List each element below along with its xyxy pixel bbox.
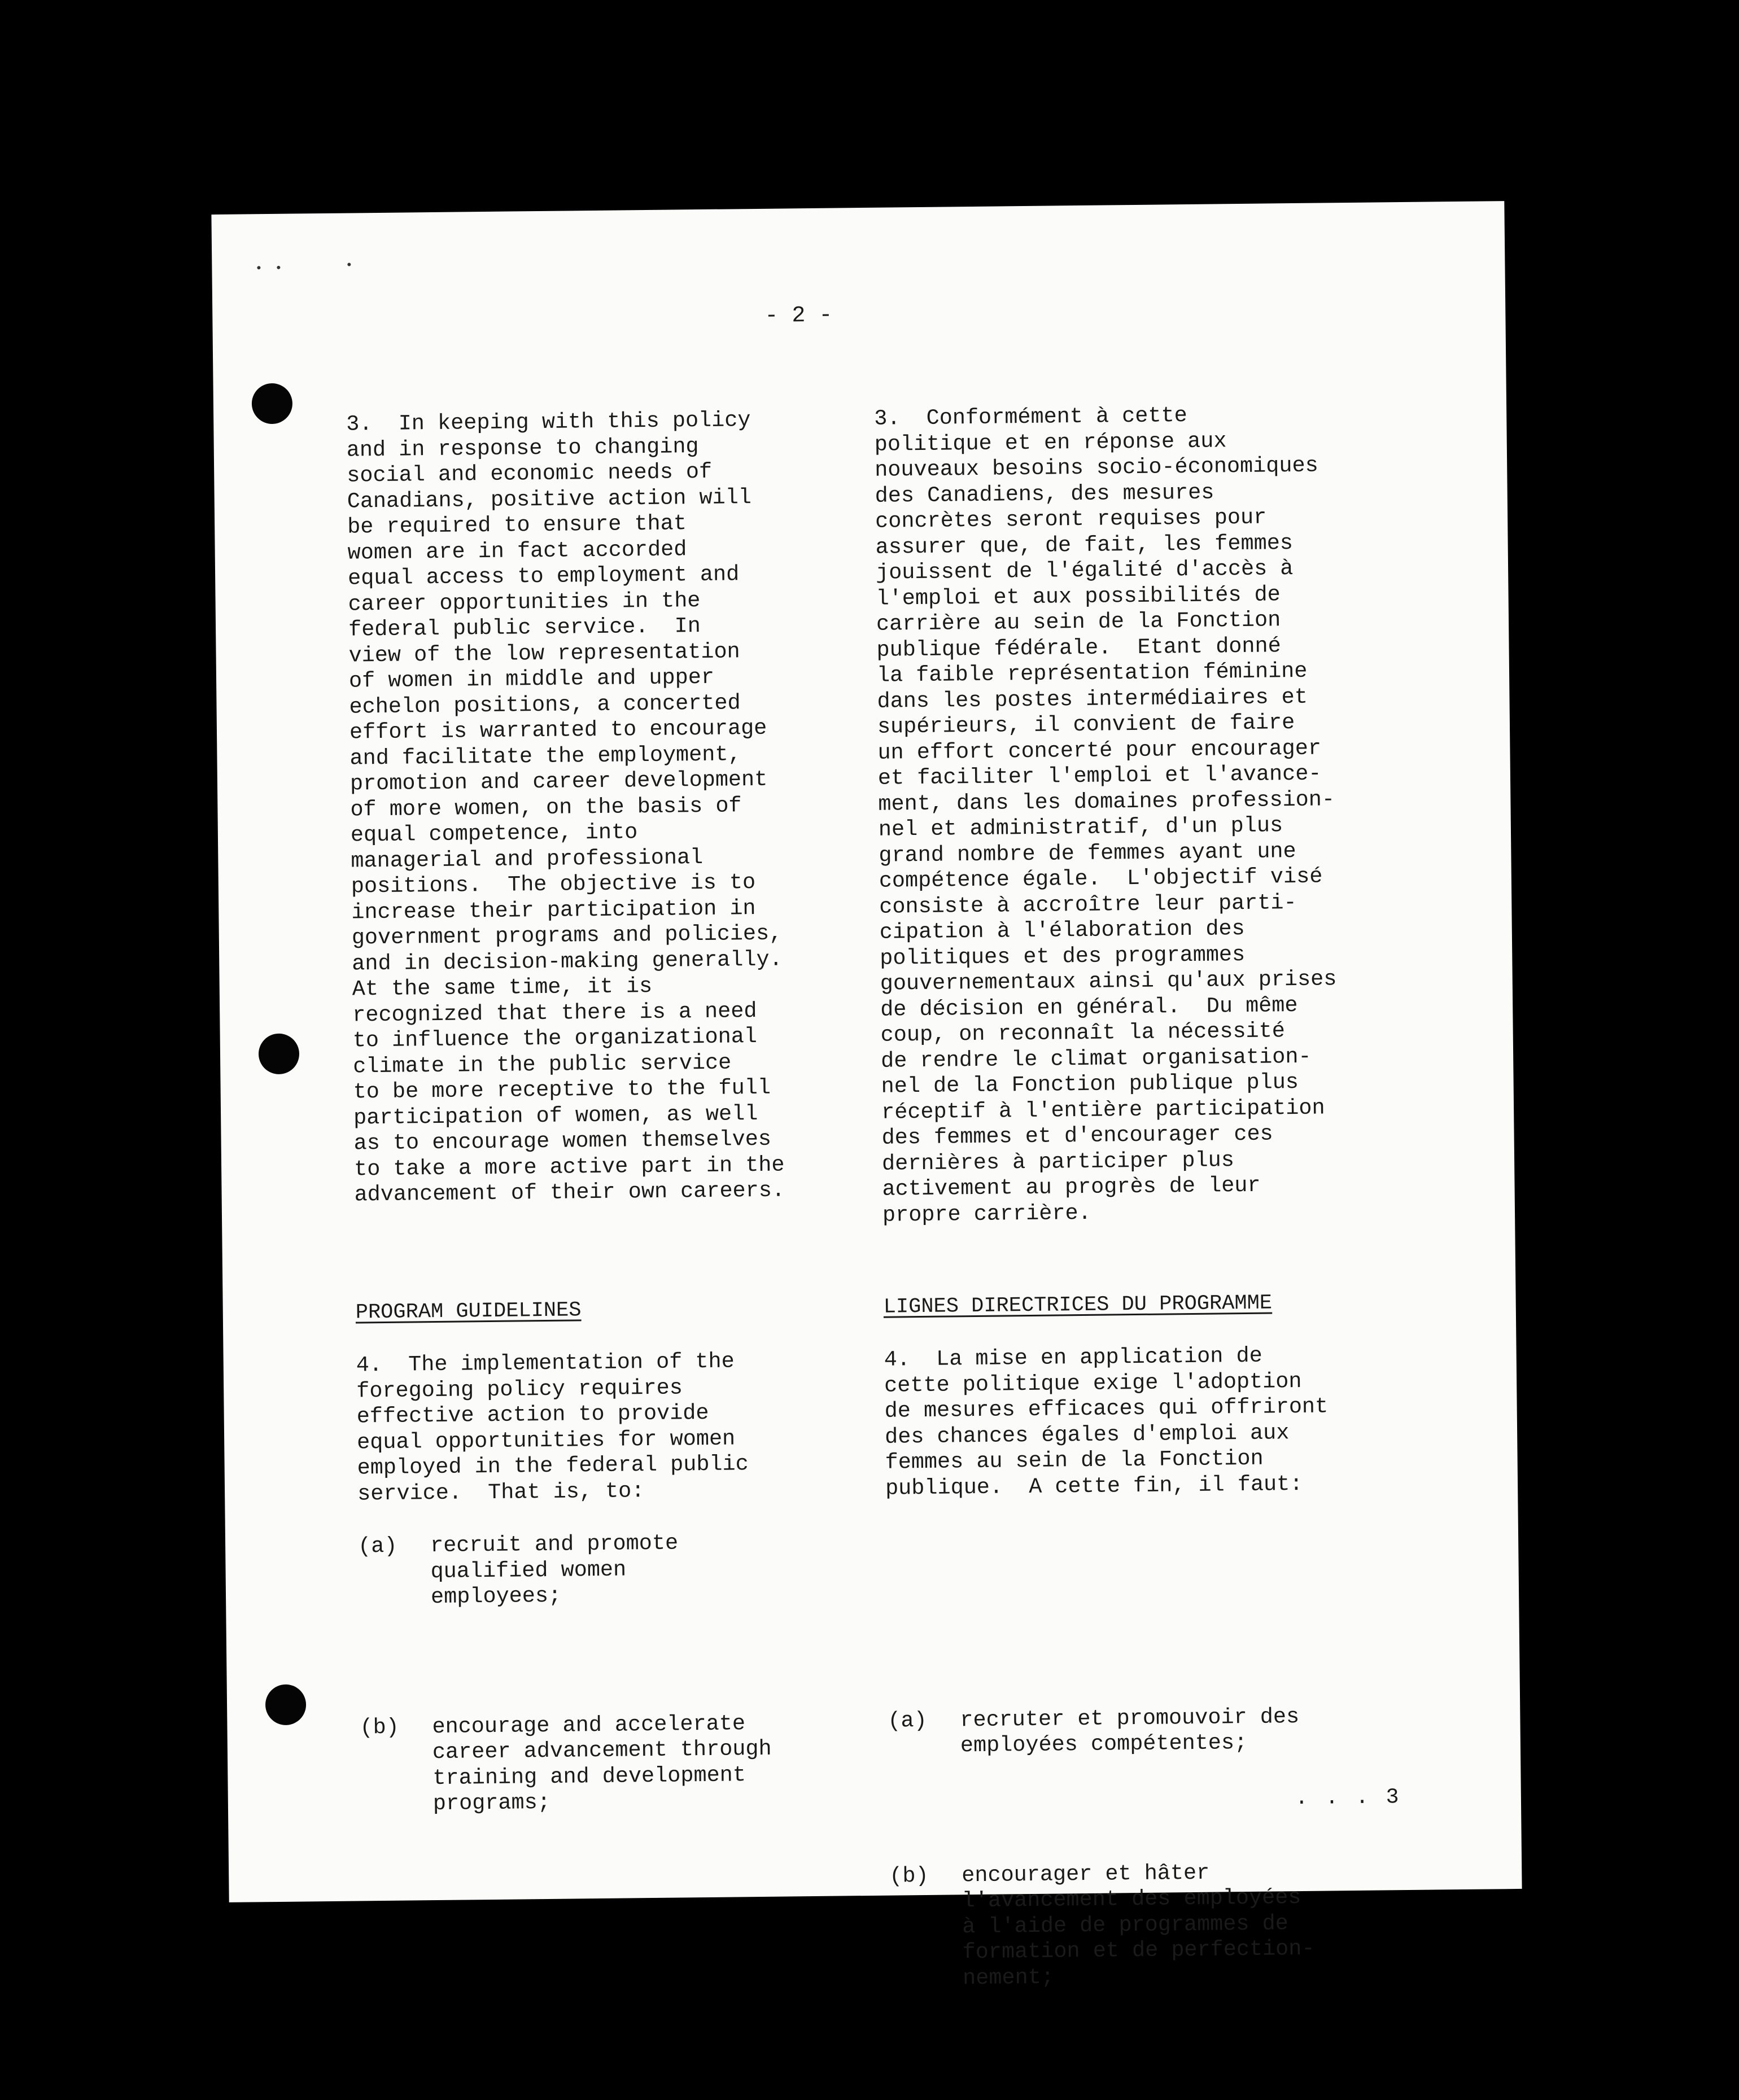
english-list-item-a [358,1529,867,1611]
french-paragraph-4: 4. La mise en application de cette politique exige l'adoption de mesures efficaces qui offriront des chances égales d'emploi aux femmes au sein de la Fonction publique. A cette fin, il faut: [884,1343,1329,1501]
list-item-text: encourage and accelerate career advancement through training and development programs; [432,1710,772,1817]
list-marker: (a) [888,1708,927,1734]
french-list-item-b [889,1857,1472,1992]
document-page [211,201,1522,1990]
list-marker: (b) [889,1863,929,1889]
punch-hole-bottom [265,1684,307,1725]
english-list-item-b [360,1710,869,1818]
punch-hole-top [252,383,293,425]
punch-hole-middle [259,1034,300,1075]
list-item-text: encourager et hâter l'avancement des employées à l'aide de programmes de formation et de perfection- nement; [962,1860,1315,1990]
list-marker: (b) [360,1714,400,1740]
scan-speck [257,266,260,269]
english-paragraph-3: 3. In keeping with this policy and in response to changing social and economic needs of Canadians, positive action will be required to ensure that women are in fact accorded equal access to employment and career opportunities in the federal public service. In view of the low representation of women in middle and upper echelon positions, a concerted effort is warranted to encourage and facilitate the employment, promotion and career development of more women, on the basis of equal competence, into managerial and professional positions. The objective is to increase their participation in government programs and policies, and in decision-making generally. At the same time, it is recognized that there is a need to influence the organizational climate in the public service to be more receptive to the full participation of women, as well as to encourage women themselves to take a more active part in the advancement of their own careers. [346,408,785,1208]
english-section-heading: PROGRAM GUIDELINES [355,1298,582,1325]
list-marker: (a) [357,1533,397,1559]
continued-to-page-3: . . . 3 [1295,1785,1401,1811]
french-section-heading: LIGNES DIRECTRICES DU PROGRAMME [883,1291,1273,1319]
english-paragraph-4: 4. The implementation of the foregoing policy requires effective action to provide equal opportunities for women employed in the federal public service. That is, to: [356,1349,749,1506]
page-number: - 2 - [764,303,833,329]
scan-speck [347,262,351,266]
list-item-text: recruter et promouvoir des employées compétentes; [960,1704,1300,1758]
list-item-text: recruit and promote qualified women employees; [430,1530,679,1610]
french-paragraph-3: 3. Conformément à cette politique et en réponse aux nouveaux besoins socio-économiques des Canadiens, des mesures concrètes seront requises pour assurer que, de fait, les femmes jouissent de l'égalité d'accès à l'emploi et aux possibilités de carrière au sein de la Fonction publique fédérale. Etant donné la faible représentation féminine dans les postes intermédiaires et supérieurs, il convient de faire un effort concerté pour encourager et faciliter l'emploi et l'avance- ment, dans les domaines profession- nel et administratif, d'un plus grand nombre de femmes ayant une compétence égale. L'objectif visé consiste à accroître leur parti- cipation à l'élaboration des politiques et des programmes gouvernementaux ainsi qu'aux prises de décision en général. Du même coup, on reconnaît la nécessité de rendre le climat organisation- nel de la Fonction publique plus réceptif à l'entière participation des femmes et d'encourager ces dernières à participer plus activement au progrès de leur propre carrière. [874,403,1337,1228]
scan-speck [277,266,280,269]
french-list-item-a [888,1702,1470,1760]
